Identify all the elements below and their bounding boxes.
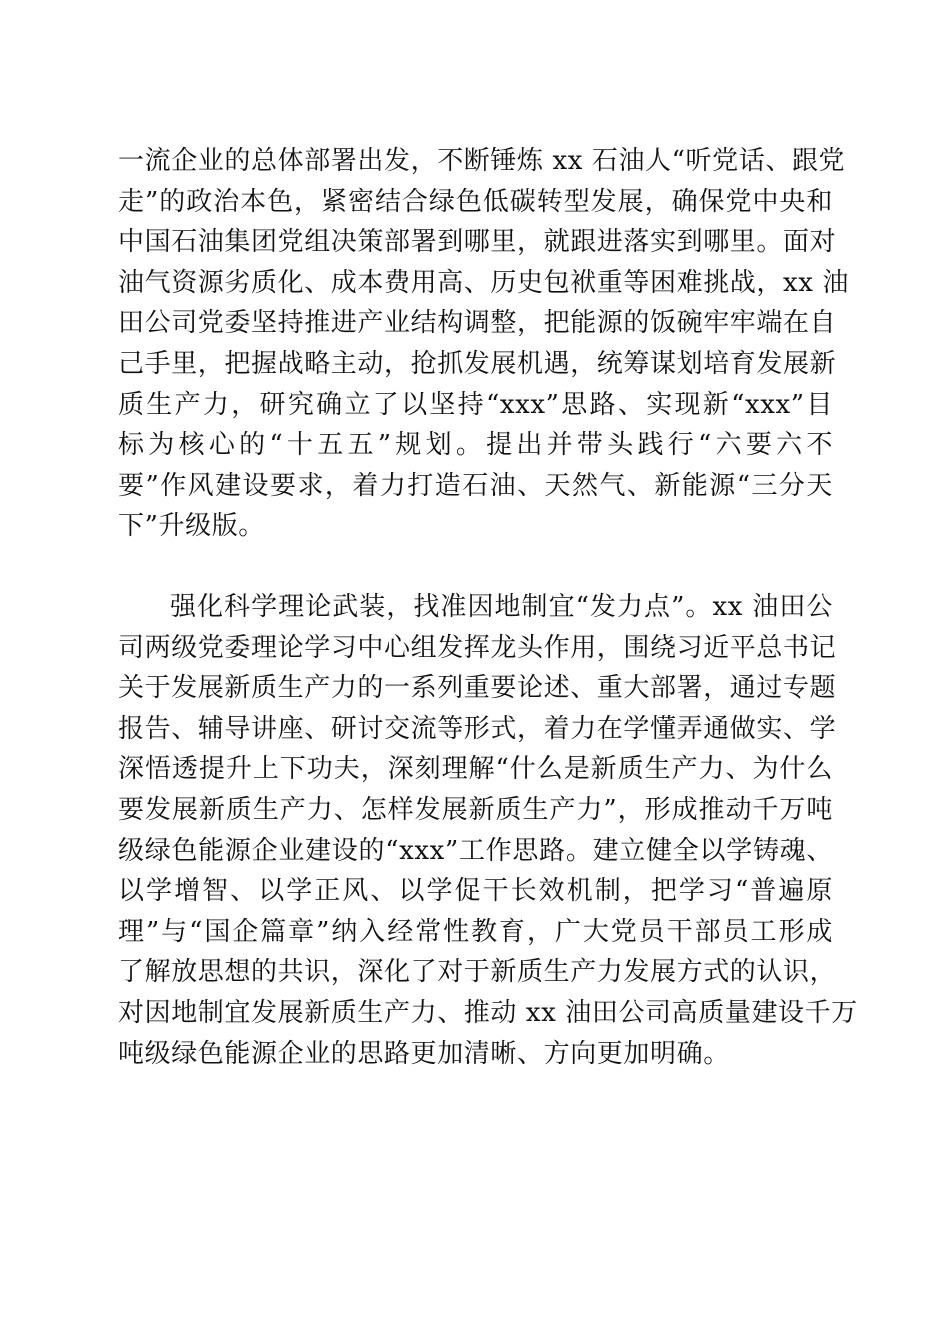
- paragraph-line: 深悟透提升上下功夫，深刻理解“什么是新质生产力、为什么: [118, 754, 833, 785]
- paragraph-line: 了解放思想的共识，深化了对于新质生产力发展方式的认识，: [118, 957, 837, 988]
- paragraph-line: 司两级党委理论学习中心组发挥龙头作用，围绕习近平总书记: [118, 632, 837, 663]
- paragraph-line: 己手里，把握战略主动，抢抓发展机遇，统筹谋划培育发展新: [118, 348, 837, 379]
- paragraph-line: 质生产力，研究确立了以坚持“xxx”思路、实现新“xxx”目: [118, 389, 833, 420]
- paragraph-line: 要发展新质生产力、怎样发展新质生产力”，形成推动千万吨: [118, 794, 833, 825]
- paragraph-line: 下”升级版。: [118, 511, 265, 542]
- paragraph-line: 级绿色能源企业建设的“xxx”工作思路。建立健全以学铸魂、: [118, 835, 833, 866]
- body-paragraph-2: [118, 587, 858, 1074]
- paragraph-line: 关于发展新质生产力的一系列重要论述、重大部署，通过专题: [118, 673, 837, 704]
- paragraph-line: 报告、辅导讲座、研讨交流等形式，着力在学懂弄通做实、学: [118, 713, 837, 744]
- paragraph-line: 吨级绿色能源企业的思路更加清晰、方向更加明确。: [118, 1038, 730, 1069]
- paragraph-line: 对因地制宜发展新质生产力、推动 xx 油田公司高质量建设千万: [118, 997, 858, 1028]
- paragraph-line: 中国石油集团党组决策部署到哪里，就跟进落实到哪里。面对: [118, 227, 837, 258]
- body-paragraph-1: [118, 141, 849, 547]
- paragraph-line: 以学增智、以学正风、以学促干长效机制，把学习“普遍原: [118, 876, 833, 907]
- paragraph-line: 一流企业的总体部署出发，不断锤炼 xx 石油人“听党话、跟党: [118, 146, 846, 176]
- paragraph-line: 走”的政治本色，紧密结合绿色低碳转型发展，确保党中央和: [118, 186, 833, 217]
- paragraph-line: 标为核心的“十五五”规划。提出并带头践行“六要六不: [118, 430, 833, 461]
- paragraph-line: 要”作风建设要求，着力打造石油、天然气、新能源“三分天: [118, 470, 833, 501]
- paragraph-line: 油气资源劣质化、成本费用高、历史包袱重等困难挑战，xx 油: [118, 267, 849, 298]
- paragraph-line: 田公司党委坚持推进产业结构调整，把能源的饭碗牢牢端在自: [118, 308, 837, 339]
- paragraph-line: 理”与“国企篇章”纳入经常性教育，广大党员干部员工形成: [118, 916, 833, 947]
- paragraph-line: 强化科学理论武装，找准因地制宜“发力点”。xx 油田公: [170, 592, 833, 622]
